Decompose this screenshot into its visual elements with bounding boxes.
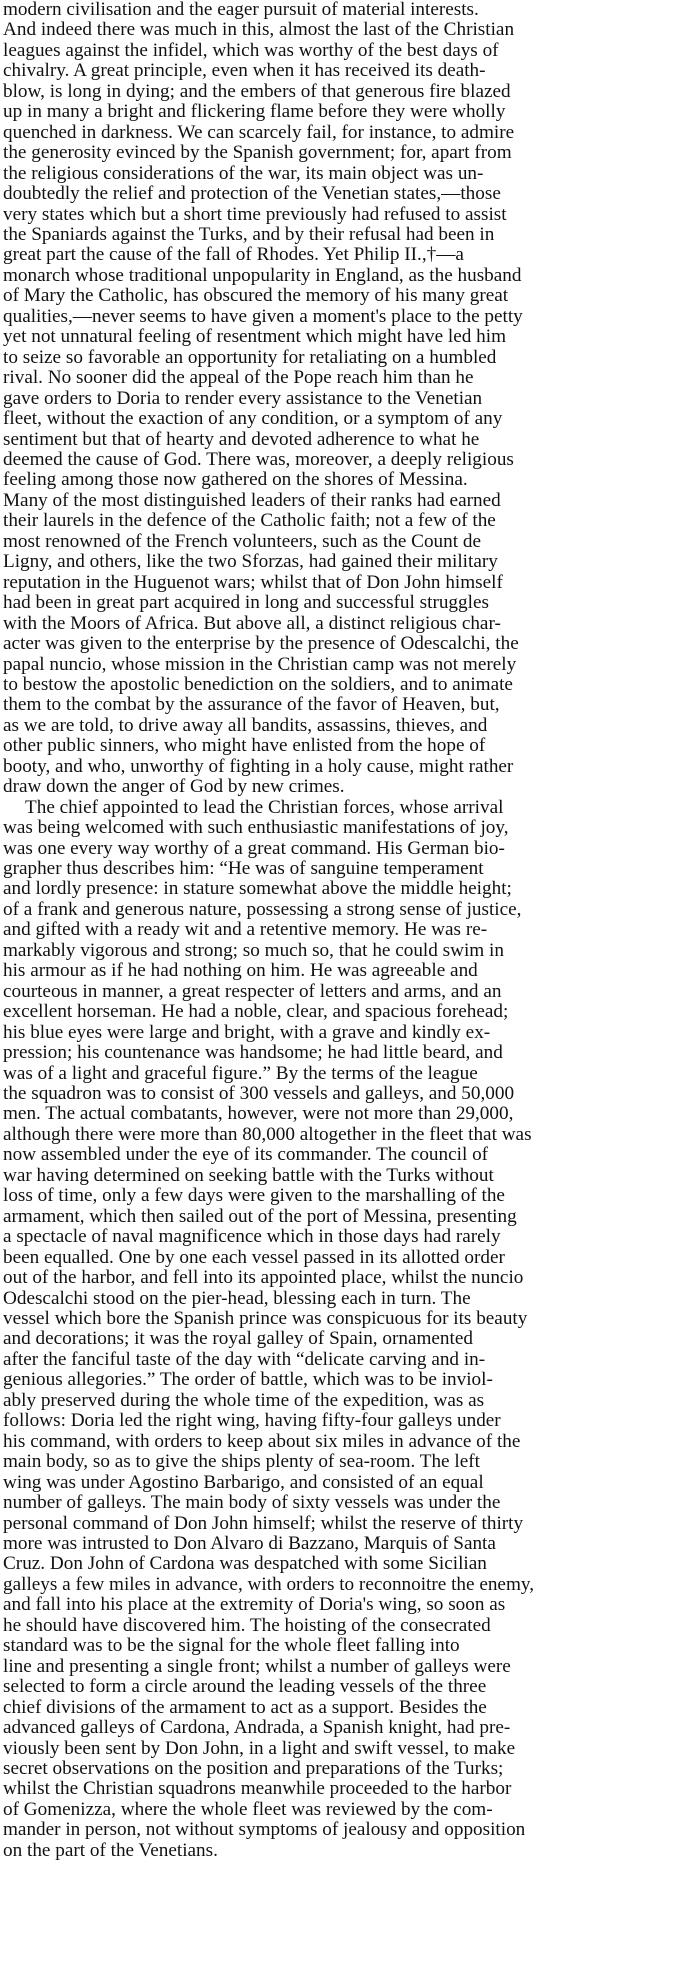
- text-line: more was intrusted to Don Alvaro di Bazzano, Marquis of Santa: [3, 1533, 496, 1554]
- text-line: yet not unnatural feeling of resentment which might have led him: [3, 327, 506, 348]
- article-paragraph: [3, 798, 682, 1862]
- text-line: other public sinners, who might have enlisted from the hope of: [3, 736, 486, 757]
- text-line: them to the combat by the assurance of the favor of Heaven, but,: [3, 695, 500, 716]
- text-line: advanced galleys of Cardona, Andrada, a Spanish knight, had pre-: [3, 1718, 511, 1739]
- text-line: gave orders to Doria to render every assistance to the Venetian: [3, 388, 483, 409]
- text-line: booty, and who, unworthy of fighting in a holy cause, might rather: [3, 756, 514, 777]
- text-line: Ligny, and others, like the two Sforzas, had gained their military: [3, 552, 498, 573]
- text-line: the religious considerations of the war, its main object was un-: [3, 163, 484, 184]
- text-line: the generosity evinced by the Spanish government; for, apart from: [3, 143, 512, 164]
- text-line: his armour as if he had nothing on him. He was agreeable and: [3, 961, 478, 982]
- text-line: war having determined on seeking battle with the Turks without: [3, 1165, 494, 1186]
- text-line: And indeed there was much in this, almost the last of the Christian: [3, 20, 515, 41]
- text-line: was one every way worthy of a great command. His German bio-: [3, 838, 505, 859]
- text-line: sentiment but that of hearty and devoted adherence to what he: [3, 429, 480, 450]
- text-line: of a frank and generous nature, possessing a strong sense of justice,: [3, 899, 522, 920]
- text-line: excellent horseman. He had a noble, clear, and spacious forehead;: [3, 1002, 509, 1023]
- text-line: leagues against the infidel, which was worthy of the best days of: [3, 40, 499, 61]
- text-line: whilst the Christian squadrons meanwhile proceeded to the harbor: [3, 1779, 512, 1800]
- text-line: grapher thus describes him: “He was of sanguine temperament: [3, 859, 484, 880]
- article-paragraph: [3, 0, 682, 798]
- text-line: very states which but a short time previously had refused to assist: [3, 204, 507, 225]
- text-line: main body, so as to give the ships plenty of sea-room. The left: [3, 1452, 480, 1473]
- text-line: standard was to be the signal for the whole fleet falling into: [3, 1636, 460, 1657]
- text-line: of Gomenizza, where the whole fleet was reviewed by the com-: [3, 1799, 493, 1820]
- text-line: although there were more than 80,000 altogether in the fleet that was: [3, 1124, 532, 1145]
- text-line: the squadron was to consist of 300 vessels and galleys, and 50,000: [3, 1084, 515, 1105]
- text-line: loss of time, only a few days were given to the marshalling of the: [3, 1186, 505, 1207]
- text-line: he should have discovered him. The hoisting of the consecrated: [3, 1615, 491, 1636]
- text-line: was being welcomed with such enthusiastic manifestations of joy,: [3, 818, 509, 839]
- text-line: after the fanciful taste of the day with “delicate carving and in-: [3, 1349, 486, 1370]
- text-line: draw down the anger of God by new crimes.: [3, 777, 345, 798]
- text-line: of Mary the Catholic, has obscured the memory of his many great: [3, 286, 509, 307]
- text-line: now assembled under the eye of its commander. The council of: [3, 1145, 489, 1166]
- text-line: and gifted with a ready wit and a retentive memory. He was re-: [3, 920, 488, 941]
- text-line: Odescalchi stood on the pier-head, blessing each in turn. The: [3, 1288, 471, 1309]
- text-line: qualities,—never seems to have given a moment's place to the petty: [3, 306, 523, 327]
- text-line: a spectacle of naval magnificence which in those days had rarely: [3, 1227, 501, 1248]
- text-line: chief divisions of the armament to act as a support. Besides the: [3, 1697, 487, 1718]
- text-line: viously been sent by Don John, in a light and swift vessel, to make: [3, 1738, 516, 1759]
- text-line: quenched in darkness. We can scarcely fail, for instance, to admire: [3, 122, 515, 143]
- text-line: reputation in the Huguenot wars; whilst that of Don John himself: [3, 572, 503, 593]
- text-line: deemed the cause of God. There was, moreover, a deeply religious: [3, 449, 514, 470]
- text-line: and decorations; it was the royal galley of Spain, ornamented: [3, 1329, 473, 1350]
- text-line: fleet, without the exaction of any condition, or a symptom of any: [3, 409, 503, 430]
- text-line: modern civilisation and the eager pursuit of material interests.: [3, 0, 479, 20]
- text-line: his blue eyes were large and bright, with a grave and kindly ex-: [3, 1022, 491, 1043]
- text-line: been equalled. One by one each vessel passed in its allotted order: [3, 1247, 505, 1268]
- text-line: pression; his countenance was handsome; he had little beard, and: [3, 1043, 503, 1064]
- text-line: galleys a few miles in advance, with orders to reconnoitre the enemy,: [3, 1574, 535, 1595]
- text-line: great part the cause of the fall of Rhodes. Yet Philip II.,†—a: [3, 245, 464, 266]
- text-line: men. The actual combatants, however, were not more than 29,000,: [3, 1104, 514, 1125]
- text-line: ably preserved during the whole time of the expedition, was as: [3, 1390, 485, 1411]
- text-line: and fall into his place at the extremity of Doria's wing, so soon as: [3, 1595, 506, 1616]
- text-line: mander in person, not without symptoms of jealousy and opposition: [3, 1820, 526, 1841]
- text-line: rival. No sooner did the appeal of the Pope reach him than he: [3, 368, 474, 389]
- text-line: courteous in manner, a great respecter of letters and arms, and an: [3, 981, 502, 1002]
- text-line: as we are told, to drive away all bandits, assassins, thieves, and: [3, 715, 488, 736]
- text-line: monarch whose traditional unpopularity in England, as the husband: [3, 265, 522, 286]
- text-line: secret observations on the position and preparations of the Turks;: [3, 1758, 504, 1779]
- text-line: to bestow the apostolic benediction on the soldiers, and to animate: [3, 674, 513, 695]
- article-column: [3, 0, 682, 1861]
- text-line: feeling among those now gathered on the shores of Messina.: [3, 470, 468, 491]
- text-line: acter was given to the enterprise by the presence of Odescalchi, the: [3, 634, 519, 655]
- text-line: selected to form a circle around the leading vessels of the three: [3, 1677, 487, 1698]
- text-line: and lordly presence: in stature somewhat above the middle height;: [3, 879, 512, 900]
- text-line: out of the harbor, and fell into its appointed place, whilst the nuncio: [3, 1268, 524, 1289]
- text-line: on the part of the Venetians.: [3, 1840, 218, 1861]
- text-line: the Spaniards against the Turks, and by their refusal had been in: [3, 224, 495, 245]
- text-line: was of a light and graceful figure.” By the terms of the league: [3, 1063, 478, 1084]
- text-line: chivalry. A great principle, even when it has received its death-: [3, 61, 486, 82]
- text-line: papal nuncio, whose mission in the Christian camp was not merely: [3, 654, 517, 675]
- text-line: to seize so favorable an opportunity for retaliating on a humbled: [3, 347, 497, 368]
- text-line: Many of the most distinguished leaders of their ranks had earned: [3, 490, 501, 511]
- text-line: vessel which bore the Spanish prince was conspicuous for its beauty: [3, 1309, 528, 1329]
- text-line: Cruz. Don John of Cardona was despatched with some Sicilian: [3, 1554, 487, 1575]
- text-line: up in many a bright and flickering flame before they were wholly: [3, 102, 506, 123]
- text-line: most renowned of the French volunteers, such as the Count de: [3, 531, 481, 552]
- text-line: with the Moors of Africa. But above all, a distinct religious char-: [3, 613, 501, 634]
- text-line: The chief appointed to lead the Christian forces, whose arrival: [25, 797, 504, 818]
- text-line: line and presenting a single front; whilst a number of galleys were: [3, 1656, 511, 1677]
- text-line: armament, which then sailed out of the port of Messina, presenting: [3, 1206, 517, 1227]
- text-line: markably vigorous and strong; so much so, that he could swim in: [3, 940, 504, 961]
- text-line: follows: Doria led the right wing, having fifty-four galleys under: [3, 1411, 501, 1432]
- text-line: personal command of Don John himself; whilst the reserve of thirty: [3, 1513, 524, 1534]
- text-line: doubtedly the relief and protection of the Venetian states,—those: [3, 184, 501, 205]
- text-line: genious allegories.” The order of battle, which was to be inviol-: [3, 1370, 493, 1391]
- text-line: his command, with orders to keep about six miles in advance of the: [3, 1431, 521, 1452]
- text-line: number of galleys. The main body of sixty vessels was under the: [3, 1493, 501, 1514]
- text-line: wing was under Agostino Barbarigo, and consisted of an equal: [3, 1472, 484, 1493]
- text-line: blow, is long in dying; and the embers of that generous fire blazed: [3, 81, 511, 102]
- text-line: had been in great part acquired in long and successful struggles: [3, 593, 489, 614]
- text-line: their laurels in the defence of the Catholic faith; not a few of the: [3, 511, 496, 532]
